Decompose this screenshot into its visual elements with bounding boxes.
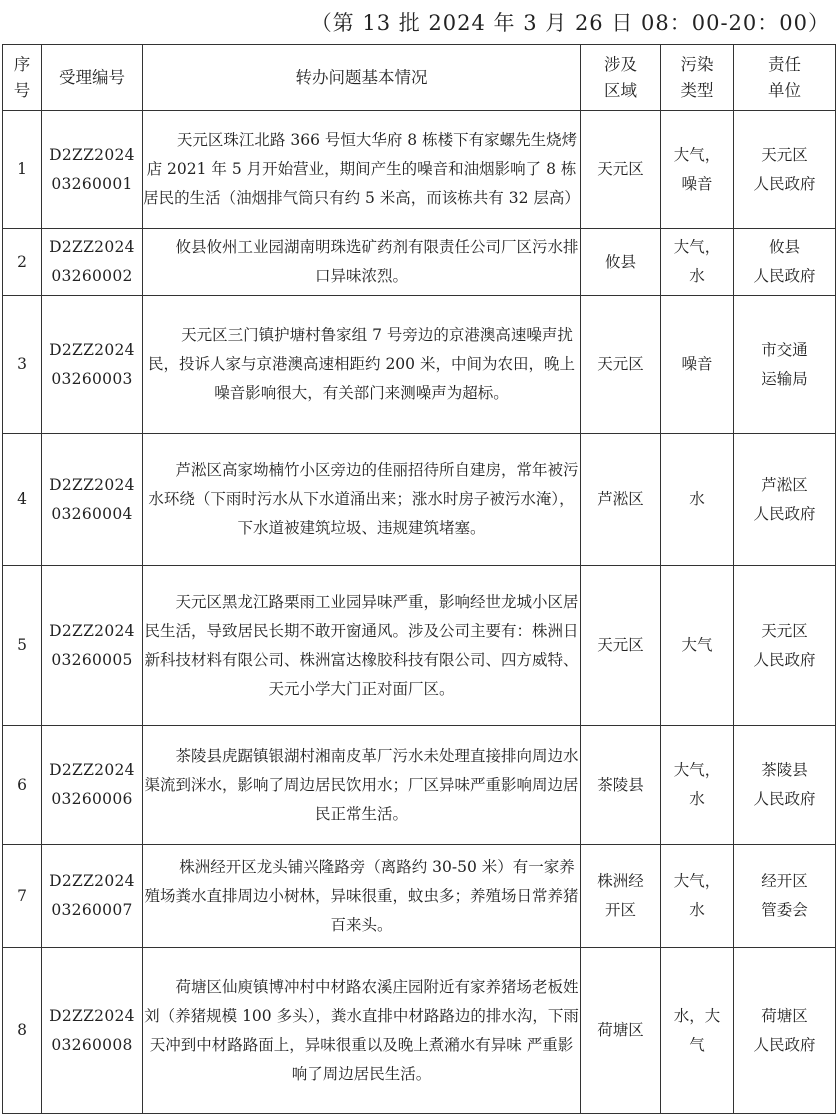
batch-info-line: （第 13 批 2024 年 3 月 26 日 08：00-20：00） (310, 11, 830, 35)
cell-desc (143, 434, 581, 566)
cell-seq: 8 (3, 948, 42, 1114)
cell-type: 大气， 水 (661, 845, 734, 948)
table-row (3, 434, 836, 566)
cell-type: 噪音 (661, 296, 734, 434)
cell-area: 株洲经 开区 (581, 845, 661, 948)
cell-unit: 芦淞区 人民政府 (734, 434, 836, 566)
header-desc: 转办问题基本情况 (143, 45, 581, 111)
desc-text: 攸县攸州工业园湖南明珠选矿药剂有限责任公司厂区污水排口异味浓烈。 (175, 238, 579, 285)
cell-area: 芦淞区 (581, 434, 661, 566)
cell-type: 大气， 水 (661, 229, 734, 296)
cell-unit: 市交通 运输局 (734, 296, 836, 434)
header-type: 污染 类型 (661, 45, 734, 111)
cell-seq: 4 (3, 434, 42, 566)
header-code: 受理编号 (42, 45, 143, 111)
cell-unit: 攸县 人民政府 (734, 229, 836, 296)
desc-text: 天元区珠江北路 366 号恒大华府 8 栋楼下有家螺先生烧烤店 2021 年 5 月开始营业，期间产生的噪音和油烟影响了 8 栋居民的生活（油烟排气筒只有约 5 米高，而该栋共有 32 层高） (143, 131, 580, 207)
cell-seq: 7 (3, 845, 42, 948)
header-area: 涉及 区域 (581, 45, 661, 111)
cell-seq: 5 (3, 566, 42, 726)
cell-unit: 经开区 管委会 (734, 845, 836, 948)
cell-type: 大气， 噪音 (661, 111, 734, 229)
cell-desc (143, 845, 581, 948)
desc-text: 株洲经开区龙头铺兴隆路旁（离路约 30-50 米）有一家养殖场粪水直排周边小树林，异味很重，蚊虫多；养殖场日常养猪百来头。 (144, 857, 579, 934)
complaint-table (2, 44, 836, 1114)
cell-type: 大气， 水 (661, 726, 734, 845)
cell-code: D2ZZ2024 03260002 (42, 229, 143, 296)
desc-text: 茶陵县虎踞镇银湖村湘南皮革厂污水未处理直接排向周边水渠流到洣水，影响了周边居民饮用水；厂区异味严重影响周边居民正常生活。 (144, 746, 579, 823)
table-row (3, 726, 836, 845)
cell-code: D2ZZ2024 03260006 (42, 726, 143, 845)
cell-desc (143, 111, 581, 229)
table-header-row (3, 45, 836, 111)
cell-type: 水 (661, 434, 734, 566)
table-row (3, 229, 836, 296)
cell-area: 天元区 (581, 296, 661, 434)
cell-desc (143, 566, 581, 726)
table-row (3, 845, 836, 948)
cell-seq: 6 (3, 726, 42, 845)
cell-desc (143, 726, 581, 845)
cell-code: D2ZZ2024 03260008 (42, 948, 143, 1114)
table-row (3, 111, 836, 229)
cell-area: 荷塘区 (581, 948, 661, 1114)
cell-unit: 荷塘区 人民政府 (734, 948, 836, 1114)
cell-code: D2ZZ2024 03260003 (42, 296, 143, 434)
desc-text: 天元区三门镇护塘村鲁家组 7 号旁边的京港澳高速噪声扰民，投诉人家与京港澳高速相距约 200 米，中间为农田，晚上噪音影响很大，有关部门来测噪声为超标。 (148, 326, 575, 402)
cell-desc (143, 229, 581, 296)
cell-unit: 天元区 人民政府 (734, 566, 836, 726)
cell-seq: 2 (3, 229, 42, 296)
cell-code: D2ZZ2024 03260001 (42, 111, 143, 229)
desc-text: 荷塘区仙庾镇博冲村中材路农溪庄园附近有家养猪场老板姓刘（养猪规模 100 多头），粪水直排中材路路边的排水沟，下雨天冲到中材路路面上，异味很重以及晚上煮潲水有异味 严重影响了周边居民生活。 (144, 977, 579, 1083)
header-seq: 序 号 (3, 45, 42, 111)
desc-text: 天元区黑龙江路栗雨工业园异味严重，影响经世龙城小区居民生活，导致居民长期不敢开窗通风。涉及公司主要有：株洲日新科技材料有限公司、株洲富达橡胶科技有限公司、四方威特、天元小学大门正对面厂区。 (144, 592, 579, 698)
cell-code: D2ZZ2024 03260004 (42, 434, 143, 566)
cell-desc (143, 948, 581, 1114)
table-row (3, 948, 836, 1114)
cell-area: 攸县 (581, 229, 661, 296)
cell-type: 水，大 气 (661, 948, 734, 1114)
header-unit: 责任 单位 (734, 45, 836, 111)
cell-area: 天元区 (581, 566, 661, 726)
cell-type: 大气 (661, 566, 734, 726)
cell-desc (143, 296, 581, 434)
cell-code: D2ZZ2024 03260007 (42, 845, 143, 948)
cell-seq: 1 (3, 111, 42, 229)
cell-seq: 3 (3, 296, 42, 434)
cell-unit: 天元区 人民政府 (734, 111, 836, 229)
table-row (3, 566, 836, 726)
cell-area: 茶陵县 (581, 726, 661, 845)
desc-text: 芦淞区高家坳楠竹小区旁边的佳丽招待所自建房，常年被污水环绕（下雨时污水从下水道涌出来；涨水时房子被污水淹），下水道被建筑垃圾、违规建筑堵塞。 (148, 461, 579, 537)
cell-unit: 茶陵县 人民政府 (734, 726, 836, 845)
cell-code: D2ZZ2024 03260005 (42, 566, 143, 726)
cell-area: 天元区 (581, 111, 661, 229)
table-row (3, 296, 836, 434)
